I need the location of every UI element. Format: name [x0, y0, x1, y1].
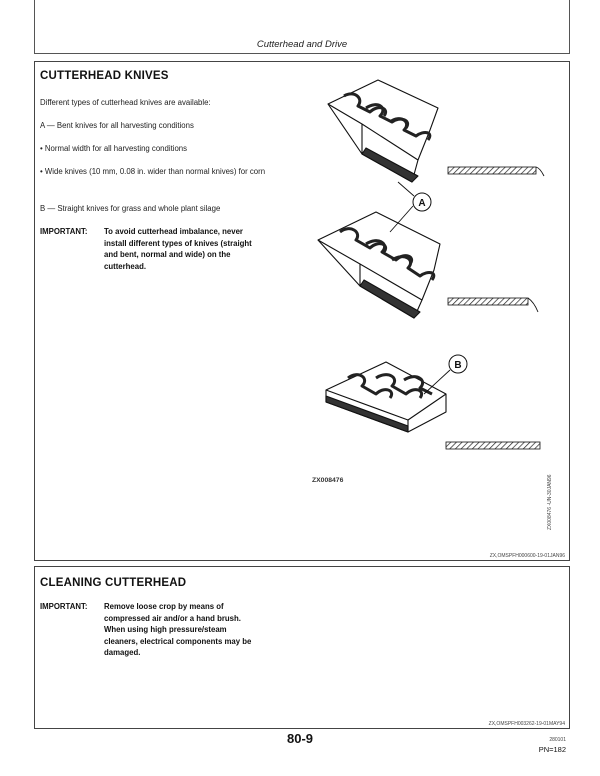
knife-straight	[326, 362, 446, 432]
figure-code: ZX008476	[312, 477, 344, 484]
running-header-title: Cutterhead and Drive	[256, 39, 348, 50]
list-item-b: B — Straight knives for grass and whole plant silage	[40, 204, 221, 213]
important-label: IMPORTANT:	[40, 602, 88, 611]
important-line: compressed air and/or a hand brush.	[104, 613, 241, 623]
important-note	[40, 226, 310, 272]
important-line: damaged.	[104, 648, 141, 657]
footer-date-code: 280101	[549, 737, 566, 743]
list-item-wide: • Wide knives (10 mm, 0.08 in. wider than normal knives) for corn	[40, 167, 266, 176]
important-line: and bent, normal and wide) on the	[104, 250, 231, 259]
important-line: To avoid cutterhead imbalance, never	[104, 227, 243, 236]
callout-a-label: A	[418, 198, 426, 209]
intro-text: Different types of cutterhead knives are available:	[40, 98, 211, 107]
profile-straight	[446, 442, 540, 449]
important-note	[40, 601, 310, 659]
figure-side-code: ZX008476 -UN-30JAN96	[547, 474, 553, 530]
section-reference: ZX,OMSPFH000600-19-01JAN96	[489, 553, 565, 559]
important-line: Remove loose crop by means of	[104, 602, 224, 611]
page-number: 80-9	[286, 731, 314, 746]
footer-pn: PN=182	[538, 745, 566, 754]
important-line: cleaners, electrical components may be	[104, 636, 252, 646]
section-title: CUTTERHEAD KNIVES	[40, 70, 169, 82]
important-line: install different types of knives (straight	[104, 238, 252, 248]
list-item-a: A — Bent knives for all harvesting conditions	[40, 121, 194, 130]
profile-bent-normal	[448, 167, 536, 174]
section-reference: ZX,OMSPFH003262-19-01MAY94	[488, 721, 565, 727]
header-rule	[34, 53, 570, 54]
list-item-normal: • Normal width for all harvesting conditions	[40, 144, 188, 153]
important-line: When using high pressure/steam	[104, 625, 227, 634]
important-label: IMPORTANT:	[40, 227, 88, 236]
knife-bent-normal	[328, 80, 438, 182]
profile-bent-wide	[448, 298, 528, 305]
section-title: CLEANING CUTTERHEAD	[40, 577, 187, 589]
knives-illustration	[300, 72, 550, 472]
knife-bent-wide	[318, 212, 440, 318]
callout-b-label: B	[454, 360, 462, 371]
important-line: cutterhead.	[104, 261, 147, 271]
